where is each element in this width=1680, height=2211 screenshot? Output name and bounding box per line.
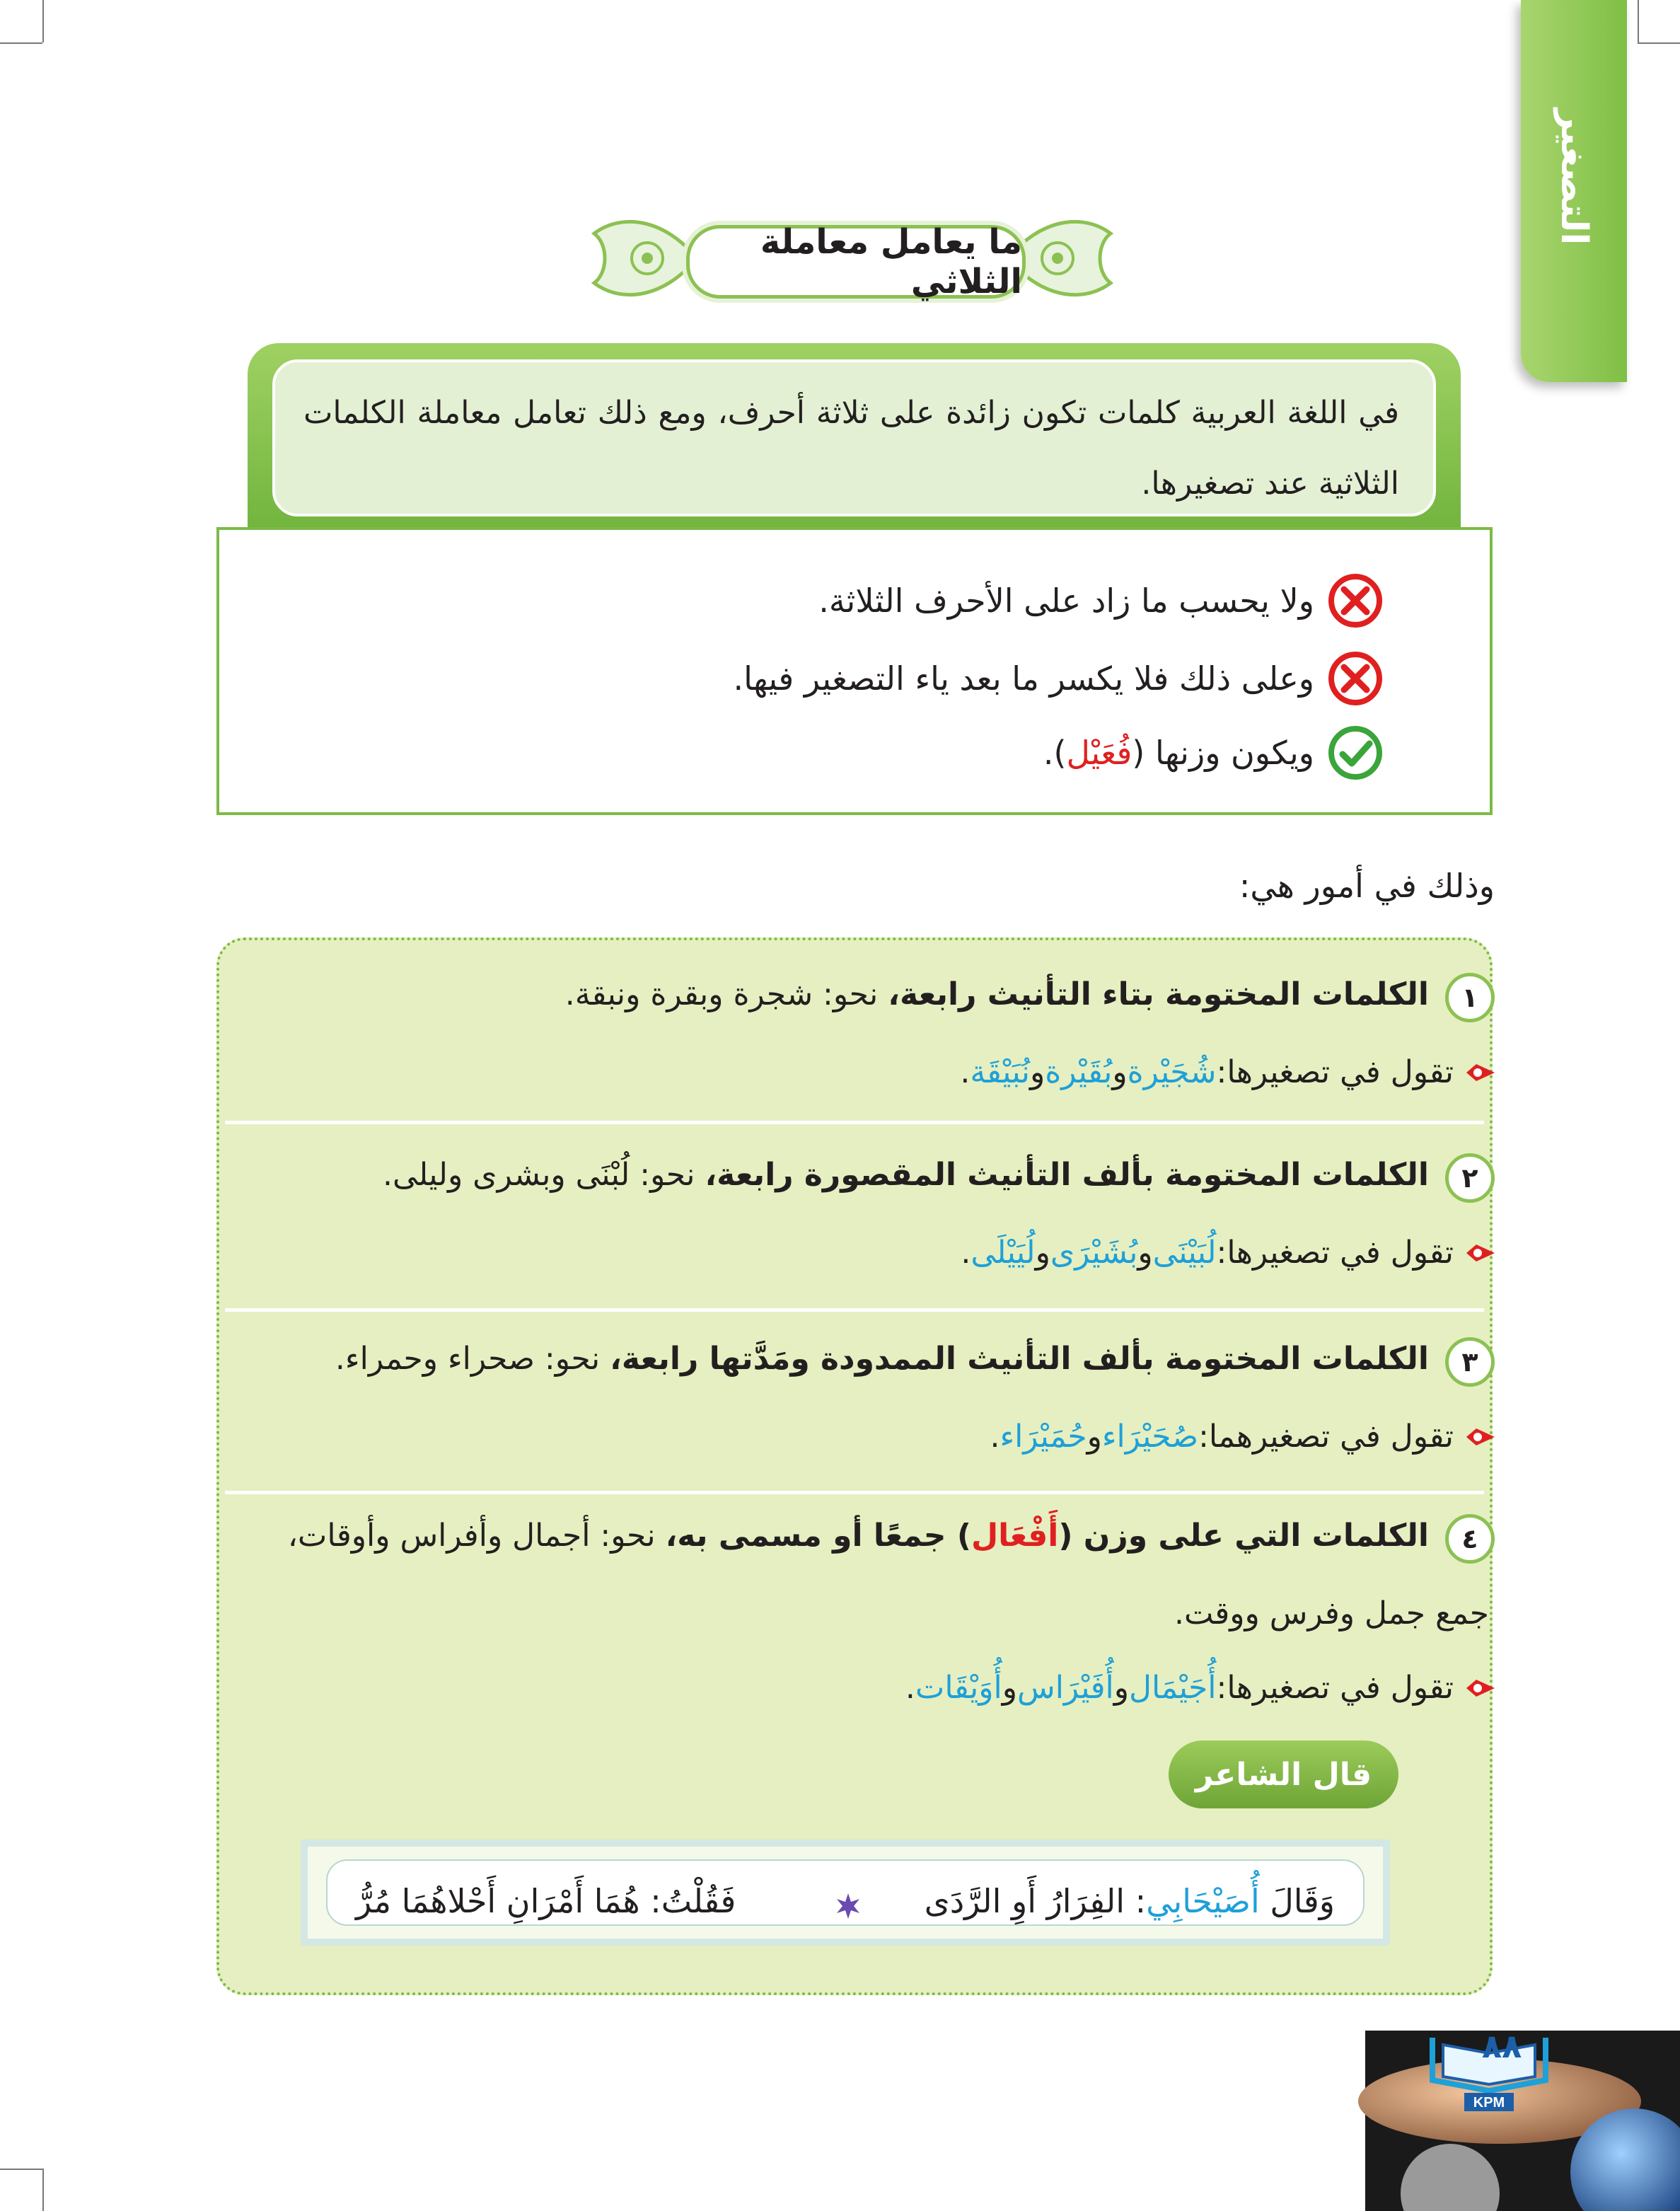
- item-statement: [288, 1518, 1429, 1554]
- item-rest-text: نحو: أجمال وأفراس وأوقات،: [287, 1518, 666, 1554]
- item-separator: [225, 1308, 1484, 1312]
- items-panel: [216, 937, 1493, 1995]
- example-connector: و: [1029, 1054, 1045, 1090]
- item-weight-highlight: أَفْعَال: [971, 1518, 1059, 1554]
- example-prefix: تقول في تصغيرها:: [1216, 1054, 1454, 1090]
- rule-row: [818, 569, 1384, 633]
- crop-mark: [0, 42, 42, 44]
- crop-mark: [0, 2169, 42, 2170]
- item-number-badge: ٣: [1445, 1337, 1495, 1387]
- verse-highlight-word: أُصَيْحَابِي: [1146, 1882, 1260, 1920]
- item-number-badge: ٢: [1445, 1153, 1495, 1203]
- chapter-side-tab: [1521, 0, 1627, 382]
- item-rest-text: نحو: لُبْنَى وبشرى وليلى.: [383, 1157, 705, 1193]
- item-separator: [225, 1121, 1484, 1124]
- example-connector: و: [1087, 1419, 1102, 1455]
- example-connector: و: [1035, 1235, 1050, 1271]
- item-statement: [565, 976, 1429, 1012]
- item-bold-text: الكلمات التي على وزن (: [1058, 1518, 1429, 1554]
- item-bold-text: ) جمعًا أو مسمى به،: [665, 1518, 971, 1554]
- check-icon: [1327, 725, 1384, 781]
- example-word: شُجَيْرة: [1127, 1054, 1217, 1090]
- item-statement: [383, 1157, 1429, 1193]
- example-connector: و: [1112, 1054, 1128, 1090]
- example-prefix: تقول في تصغيرهما:: [1198, 1419, 1454, 1455]
- example-word: أُجَيْمَال: [1128, 1670, 1217, 1706]
- example-end: .: [960, 1054, 971, 1090]
- example-word: لُيَيْلَى: [971, 1235, 1036, 1271]
- example-end: .: [990, 1419, 1000, 1455]
- example-connector: و: [1002, 1670, 1017, 1706]
- crop-mark: [1638, 42, 1680, 44]
- example-word: بُشَيْرَى: [1050, 1235, 1138, 1271]
- crop-mark: [1638, 0, 1639, 42]
- item-statement: [335, 1341, 1429, 1377]
- rule-text: وعلى ذلك فلا يكسر ما بعد ياء التصغير فيها.: [733, 659, 1314, 698]
- example-word: بُقَيْرة: [1045, 1054, 1113, 1090]
- cross-icon: [1327, 572, 1384, 629]
- example-word: حُمَيْرَاء: [1000, 1419, 1087, 1455]
- item-continuation: جمع جمل وفرس ووقت.: [1174, 1595, 1489, 1632]
- bullet-icon: [1464, 1063, 1495, 1083]
- item-bold-text: الكلمات المختومة بألف التأنيث الممدودة ومَدَّتها رابعة،: [610, 1341, 1429, 1377]
- verse-inner-frame: [326, 1859, 1365, 1926]
- page-number: ٨٨: [1482, 2027, 1522, 2065]
- item-bold-text: الكلمات المختومة بألف التأنيث المقصورة رابعة،: [705, 1157, 1429, 1193]
- item-example: [960, 1054, 1495, 1090]
- item-example: [905, 1670, 1495, 1706]
- lead-text: وذلك في أمور هي:: [1239, 867, 1495, 905]
- page-title: ما يعامل معاملة الثلاثي: [686, 225, 1026, 299]
- example-connector: و: [1113, 1670, 1129, 1706]
- rule-text: ولا يحسب ما زاد على الأحرف الثلاثة.: [818, 582, 1314, 620]
- item-rest-text: نحو: صحراء وحمراء.: [335, 1341, 610, 1377]
- poet-label-badge: قال الشاعر: [1169, 1740, 1398, 1808]
- example-end: .: [905, 1670, 915, 1706]
- verse-first-rest: : الفِرَارُ أَوِ الرَّدَى: [924, 1882, 1147, 1920]
- verse-first-prefix: وَقَالَ: [1259, 1882, 1335, 1920]
- logo-text: KPM: [1473, 2095, 1505, 2111]
- example-word: لُبَيْنَى: [1152, 1235, 1217, 1271]
- rules-box: [216, 527, 1493, 815]
- item-bold-text: الكلمات المختومة بتاء التأنيث رابعة،: [888, 976, 1429, 1012]
- verse-second-hemistich: فَقُلْتُ: هُمَا أَمْرَانِ أَحْلاهُمَا مُرُّ: [356, 1882, 736, 1920]
- item-example: [990, 1419, 1495, 1455]
- crop-mark: [42, 2169, 44, 2211]
- item-rest-text: نحو: شجرة وبقرة ونبقة.: [564, 976, 888, 1012]
- example-word: أُوَيْقَات: [915, 1670, 1002, 1706]
- verse-first-hemistich: [925, 1882, 1335, 1920]
- rule-text-after: ).: [1043, 734, 1067, 772]
- rule-row: [733, 647, 1384, 710]
- example-prefix: تقول في تصغيرها:: [1216, 1670, 1454, 1706]
- bullet-icon: [1464, 1678, 1495, 1698]
- rule-row: [1043, 721, 1384, 785]
- verse-separator-star-icon: [835, 1893, 861, 1919]
- rule-weight-highlight: فُعَيْل: [1066, 734, 1132, 772]
- ornament-left-icon: [580, 205, 700, 311]
- rule-text-before: ويكون وزنها (: [1132, 734, 1314, 772]
- example-connector: و: [1137, 1235, 1153, 1271]
- example-end: .: [961, 1235, 971, 1271]
- bullet-icon: [1464, 1243, 1495, 1263]
- bullet-icon: [1464, 1427, 1495, 1447]
- example-word: صُحَيْرَاء: [1101, 1419, 1199, 1455]
- cross-icon: [1327, 650, 1384, 707]
- chapter-tab-label: التصغير: [1553, 108, 1595, 246]
- example-word: أُفَيْرَاس: [1016, 1670, 1114, 1706]
- example-prefix: تقول في تصغيرها:: [1216, 1235, 1454, 1271]
- item-separator: [225, 1491, 1484, 1494]
- item-number-badge: ١: [1445, 973, 1495, 1022]
- intro-text: في اللغة العربية كلمات تكون زائدة على ثلاثة أحرف، ومع ذلك تعامل معاملة الكلمات الثلاثية عند تصغيرها.: [272, 359, 1436, 516]
- item-number-badge: ٤: [1445, 1514, 1495, 1564]
- item-example: [961, 1235, 1495, 1271]
- crop-mark: [42, 0, 44, 42]
- example-word: نُبَيْقَة: [970, 1054, 1030, 1090]
- section-title-banner: [580, 205, 1125, 311]
- verse-box: [301, 1840, 1390, 1946]
